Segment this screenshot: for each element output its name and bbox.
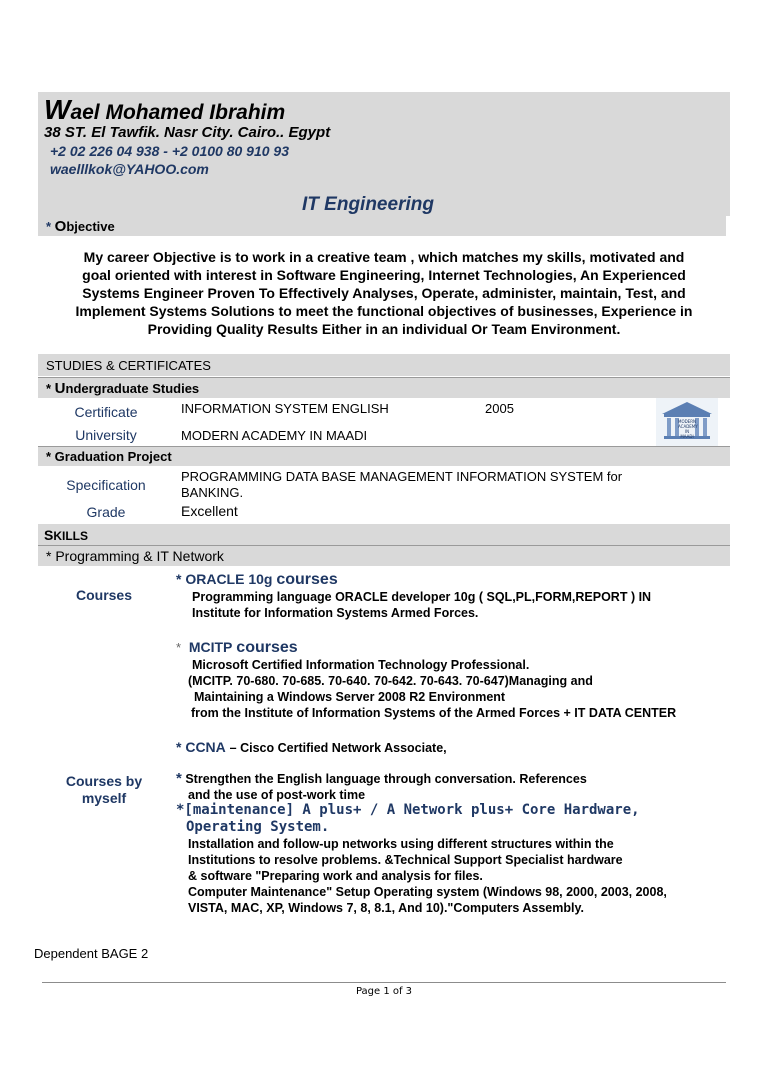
installation-line: & software "Preparing work and analysis for files.	[188, 869, 483, 883]
programming-heading: * Programming & IT Network	[46, 548, 224, 564]
mcitp-courses-word: courses	[236, 639, 298, 656]
oracle-prefix: * ORACLE 10g	[176, 571, 273, 587]
mcitp-line: from the Institute of Information Systems of the Armed Forces + IT DATA CENTER	[191, 706, 677, 720]
maintenance-line: *[maintenance] A plus+ / A Network plus+ Core Hardware,	[176, 802, 640, 818]
mcitp-line: Microsoft Certified Information Technology Professional.	[192, 658, 530, 672]
skills-heading	[44, 527, 88, 543]
certificate-label: Certificate	[74, 404, 138, 420]
footer-divider	[42, 982, 726, 983]
logo-text: MODERN ACADEMY IN MAADI	[678, 419, 698, 439]
grade-label: Grade	[86, 504, 126, 520]
undergrad-initial: U	[54, 380, 66, 397]
oracle-line: Institute for Information Systems Armed Forces.	[192, 606, 479, 620]
self-courses-label	[56, 773, 152, 807]
objective-text	[38, 248, 730, 338]
objective-initial: O	[54, 218, 67, 235]
certificate-value: INFORMATION SYSTEM ENGLISH	[181, 401, 389, 416]
objective-line: My career Objective is to work in a creative team , which matches my skills, motivated and	[83, 249, 685, 265]
ccna-line	[176, 739, 447, 755]
objective-heading	[46, 218, 115, 235]
specification-value	[181, 469, 622, 501]
installation-line: Installation and follow-up networks using different structures within the	[188, 837, 614, 851]
objective-star: *	[46, 219, 55, 234]
undergrad-heading	[46, 380, 199, 397]
objective-line: Implement Systems Solutions to meet the functional objectives of businesses, Experience in	[75, 303, 693, 319]
courses-label: Courses	[75, 587, 133, 603]
installation-line: VISTA, MAC, XP, Windows 7, 8, 8.1, And 10)."Computers Assembly.	[188, 901, 584, 915]
installation-line: Computer Maintenance" Setup Operating system (Windows 98, 2000, 2003, 2008,	[188, 885, 667, 899]
certificate-year: 2005	[485, 401, 514, 416]
university-value: MODERN ACADEMY IN MAADI	[181, 428, 368, 443]
ccna-prefix: * CCNA	[176, 739, 226, 755]
english-star: *	[176, 770, 182, 787]
name-initial: W	[44, 94, 71, 125]
self-label-line: myself	[81, 790, 127, 806]
email[interactable]: waelllkok@YAHOO.com	[50, 161, 209, 177]
graduation-heading: * Graduation Project	[46, 449, 172, 464]
undergrad-star: *	[46, 381, 55, 396]
installation-line: Institutions to resolve problems. &Technical Support Specialist hardware	[188, 853, 623, 867]
installation-desc	[188, 836, 667, 916]
english-line: Strengthen the English language through conversation. References	[185, 772, 587, 786]
mcitp-desc	[188, 657, 676, 721]
field-title: IT Engineering	[302, 194, 434, 215]
maintenance-title	[176, 802, 640, 836]
mcitp-prefix: MCITP	[188, 639, 233, 655]
candidate-name	[44, 94, 285, 126]
oracle-title	[176, 571, 338, 589]
objective-line: goal oriented with interest in Software Engineering, Internet Technologies, An Experienced	[82, 267, 686, 283]
objective-rest: bjective	[66, 219, 115, 234]
oracle-line: Programming language ORACLE developer 10g ( SQL,PL,FORM,REPORT ) IN	[192, 590, 652, 604]
spec-line: PROGRAMMING DATA BASE MANAGEMENT INFORMATION SYSTEM for	[181, 469, 623, 484]
mcitp-line: Maintaining a Windows Server 2008 R2 Environment	[194, 690, 506, 704]
objective-line: Providing Quality Results Either in an individual Or Team Environment.	[147, 321, 621, 337]
oracle-desc	[192, 589, 651, 621]
objective-line: Systems Engineer Proven To Effectively Analyses, Operate, administer, maintain, Test, and	[82, 285, 686, 301]
english-desc	[176, 771, 587, 803]
studies-heading: STUDIES & CERTIFICATES	[46, 358, 211, 373]
dependent-note: Dependent BAGE 2	[34, 946, 149, 961]
spec-line: BANKING.	[181, 485, 244, 500]
objective-bar	[38, 216, 726, 236]
skills-bar	[38, 524, 730, 545]
maintenance-line: Operating System.	[186, 819, 330, 835]
phone-numbers: +2 02 226 04 938 - +2 0100 80 910 93	[50, 143, 289, 159]
english-line: and the use of post-work time	[188, 788, 366, 802]
mcitp-star: *	[176, 640, 182, 655]
self-label-line: Courses by	[65, 773, 143, 789]
undergrad-rest: ndergraduate Studies	[65, 381, 200, 396]
mcitp-title	[176, 639, 298, 657]
ccna-text: – Cisco Certified Network Associate,	[229, 741, 447, 755]
oracle-courses-word: courses	[276, 571, 338, 588]
name-rest: ael Mohamed Ibrahim	[70, 101, 286, 124]
specification-label: Specification	[66, 477, 146, 493]
skills-rest: KILLS	[53, 529, 89, 543]
address: 38 ST. El Tawfik. Nasr City. Cairo.. Egypt	[44, 124, 331, 141]
page-number: Page 1 of 3	[355, 986, 413, 997]
skills-initial: S	[44, 527, 54, 543]
mcitp-line: (MCITP. 70-680. 70-685. 70-640. 70-642. 70-643. 70-647)Managing and	[188, 674, 593, 688]
grade-value: Excellent	[181, 503, 238, 519]
university-label: University	[75, 427, 137, 443]
